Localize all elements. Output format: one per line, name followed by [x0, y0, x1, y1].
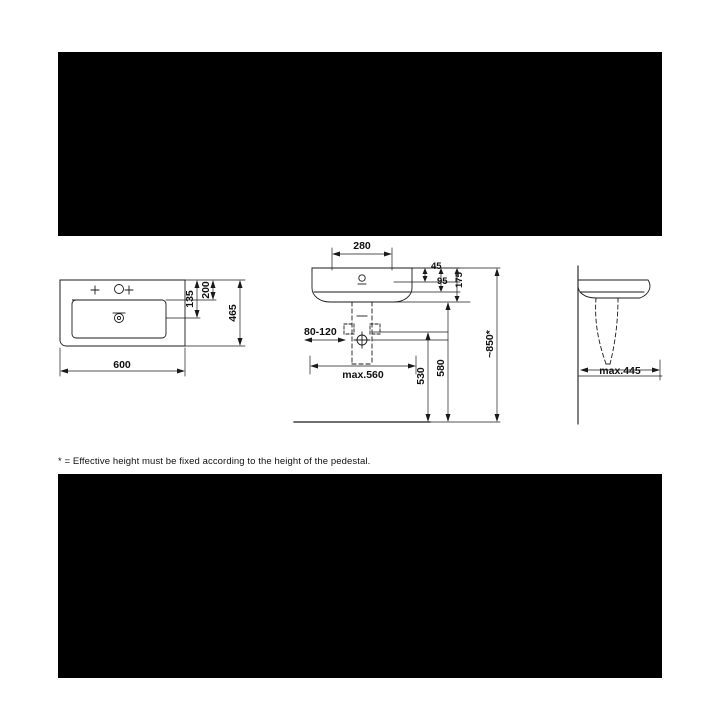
dim-label-135: 135: [184, 290, 196, 308]
dim-label-45: 45: [431, 261, 442, 272]
dim-label-465: 465: [227, 304, 239, 322]
dim-label-max560: max.560: [342, 369, 384, 381]
technical-drawing: [0, 236, 720, 474]
plan-view-geometry: [60, 280, 185, 346]
footnote: * = Effective height must be fixed according to the height of the pedestal.: [58, 456, 371, 467]
side-view-geometry: [578, 266, 662, 424]
dim-label-580: 580: [435, 359, 447, 377]
bottom-black-band: [58, 474, 662, 678]
top-black-band: [58, 52, 662, 236]
dim-label-850: ~850*: [484, 330, 496, 358]
dim-label-600: 600: [113, 359, 131, 371]
dim-label-95: 95: [437, 276, 448, 287]
dim-label-530: 530: [415, 367, 427, 385]
dim-label-175: 175: [454, 272, 465, 288]
front-view-geometry: [294, 268, 430, 422]
dim-label-280: 280: [353, 240, 371, 252]
dim-label-80-120: 80-120: [304, 326, 337, 338]
dim-label-max445: max.445: [599, 365, 641, 377]
plan-dimension-lines: [60, 280, 245, 376]
dim-label-200: 200: [200, 281, 212, 299]
